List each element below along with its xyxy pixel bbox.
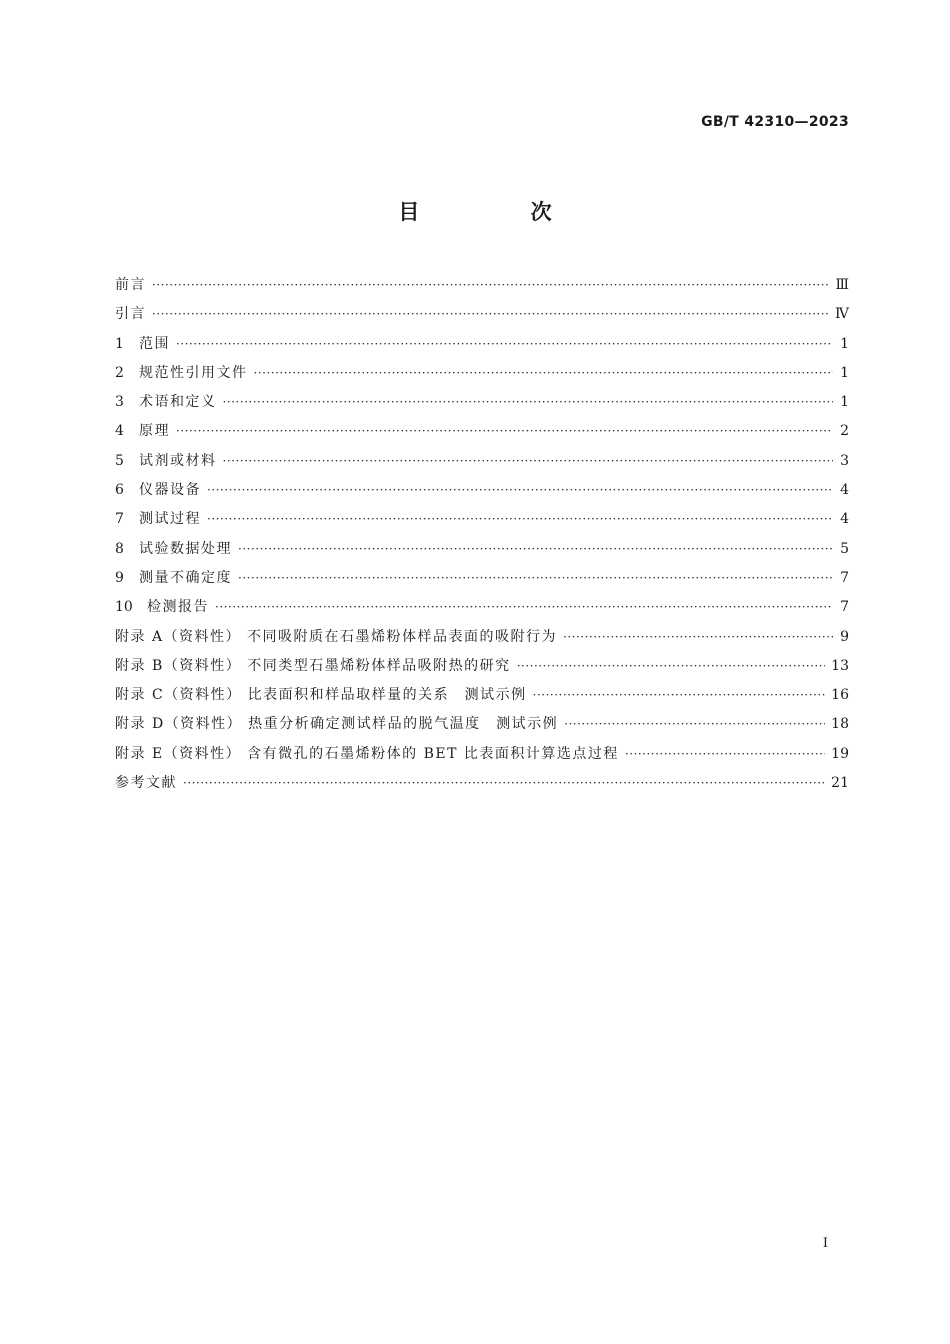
- toc-entry-page: 5: [840, 540, 849, 557]
- toc-entry-label: 附录 C（资料性） 比表面积和样品取样量的关系 测试示例: [115, 687, 527, 704]
- toc-leader-dots: [176, 330, 833, 359]
- toc-entry-number: 4: [115, 423, 124, 440]
- toc-leader-dots: [207, 476, 833, 505]
- toc-entry-label: 检测报告: [147, 599, 209, 616]
- toc-entry-number: 1: [115, 335, 124, 352]
- toc-entry-label: 参考文献: [115, 775, 177, 792]
- toc-entry-label: 术语和定义: [139, 394, 217, 411]
- toc-entry-page: 9: [840, 628, 849, 645]
- toc-leader-dots: [563, 623, 833, 652]
- toc-entry-page: 1: [840, 394, 849, 411]
- toc-leader-dots: [223, 388, 834, 417]
- toc-entry-label: 仪器设备: [139, 482, 201, 499]
- toc-leader-dots: [238, 564, 833, 593]
- toc-entry-number: 7: [115, 511, 124, 528]
- toc-entry-label: 附录 A（资料性） 不同吸附质在石墨烯粉体样品表面的吸附行为: [115, 628, 558, 645]
- toc-entry-label: 试验数据处理: [139, 540, 232, 557]
- toc-leader-dots: [238, 535, 833, 564]
- toc-entry-label: 测试过程: [139, 511, 201, 528]
- toc-entry-apparatus[interactable]: [115, 476, 849, 505]
- toc-entry-page: 3: [840, 452, 849, 469]
- toc-entry-label: 附录 B（资料性） 不同类型石墨烯粉体样品吸附热的研究: [115, 657, 511, 674]
- toc-entry-page: 21: [831, 775, 849, 792]
- toc-entry-number: 10: [115, 599, 133, 616]
- page-number: I: [822, 1236, 828, 1251]
- toc-entry-bibliography[interactable]: [115, 769, 849, 798]
- toc-leader-dots: [152, 271, 829, 300]
- toc-entry-number: 8: [115, 540, 124, 557]
- toc-entry-page: Ⅳ: [835, 306, 849, 323]
- toc-entry-annex-c[interactable]: [115, 681, 849, 710]
- toc-entry-page: 16: [831, 687, 849, 704]
- toc-entry-test-procedure[interactable]: [115, 505, 849, 534]
- toc-entry-terms-definitions[interactable]: [115, 388, 849, 417]
- toc-entry-label: 原理: [139, 423, 170, 440]
- toc-entry-scope[interactable]: [115, 330, 849, 359]
- toc-entry-page: Ⅲ: [835, 277, 849, 293]
- toc-entry-number: 3: [115, 394, 124, 411]
- toc-leader-dots: [564, 710, 825, 739]
- toc-entry-label: 试剂或材料: [139, 452, 217, 469]
- toc-entry-label: 前言: [115, 277, 146, 293]
- toc-leader-dots: [183, 769, 825, 798]
- toc-entry-number: 9: [115, 569, 124, 586]
- toc-entry-reagents[interactable]: [115, 447, 849, 476]
- toc-leader-dots: [215, 593, 833, 622]
- toc-entry-label: 引言: [115, 306, 146, 323]
- toc-leader-dots: [152, 300, 829, 329]
- toc-leader-dots: [517, 652, 825, 681]
- toc-title: 目 次: [398, 200, 604, 224]
- toc-entry-page: 7: [840, 569, 849, 586]
- toc-list: [115, 271, 849, 798]
- toc-entry-page: 1: [840, 364, 849, 381]
- toc-leader-dots: [625, 740, 825, 769]
- toc-entry-data-processing[interactable]: [115, 535, 849, 564]
- toc-entry-label: 附录 E（资料性） 含有微孔的石墨烯粉体的 BET 比表面积计算选点过程: [115, 745, 619, 762]
- toc-entry-page: 1: [840, 335, 849, 352]
- toc-entry-annex-e[interactable]: [115, 740, 849, 769]
- toc-entry-page: 4: [840, 511, 849, 528]
- toc-entry-page: 7: [840, 599, 849, 616]
- toc-leader-dots: [223, 447, 834, 476]
- toc-entry-label: 规范性引用文件: [139, 364, 248, 381]
- toc-leader-dots: [254, 359, 834, 388]
- toc-entry-page: 13: [831, 657, 849, 674]
- toc-entry-uncertainty[interactable]: [115, 564, 849, 593]
- standard-number: GB/T 42310—2023: [701, 114, 849, 130]
- toc-entry-test-report[interactable]: [115, 593, 849, 622]
- toc-entry-introduction[interactable]: [115, 300, 849, 329]
- toc-entry-number: 2: [115, 364, 124, 381]
- toc-entry-label: 范围: [139, 335, 170, 352]
- toc-entry-page: 18: [831, 716, 849, 733]
- toc-entry-annex-b[interactable]: [115, 652, 849, 681]
- toc-entry-page: 19: [831, 745, 849, 762]
- toc-leader-dots: [533, 681, 826, 710]
- toc-leader-dots: [176, 417, 833, 446]
- toc-entry-annex-d[interactable]: [115, 710, 849, 739]
- toc-entry-normative-references[interactable]: [115, 359, 849, 388]
- toc-entry-annex-a[interactable]: [115, 623, 849, 652]
- toc-entry-number: 5: [115, 452, 124, 469]
- toc-entry-foreword[interactable]: [115, 271, 849, 300]
- toc-entry-principle[interactable]: [115, 417, 849, 446]
- toc-entry-label: 附录 D（资料性） 热重分析确定测试样品的脱气温度 测试示例: [115, 716, 559, 733]
- toc-entry-label: 测量不确定度: [139, 569, 232, 586]
- toc-entry-number: 6: [115, 482, 124, 499]
- toc-entry-page: 2: [840, 423, 849, 440]
- toc-entry-page: 4: [840, 482, 849, 499]
- toc-leader-dots: [207, 505, 833, 534]
